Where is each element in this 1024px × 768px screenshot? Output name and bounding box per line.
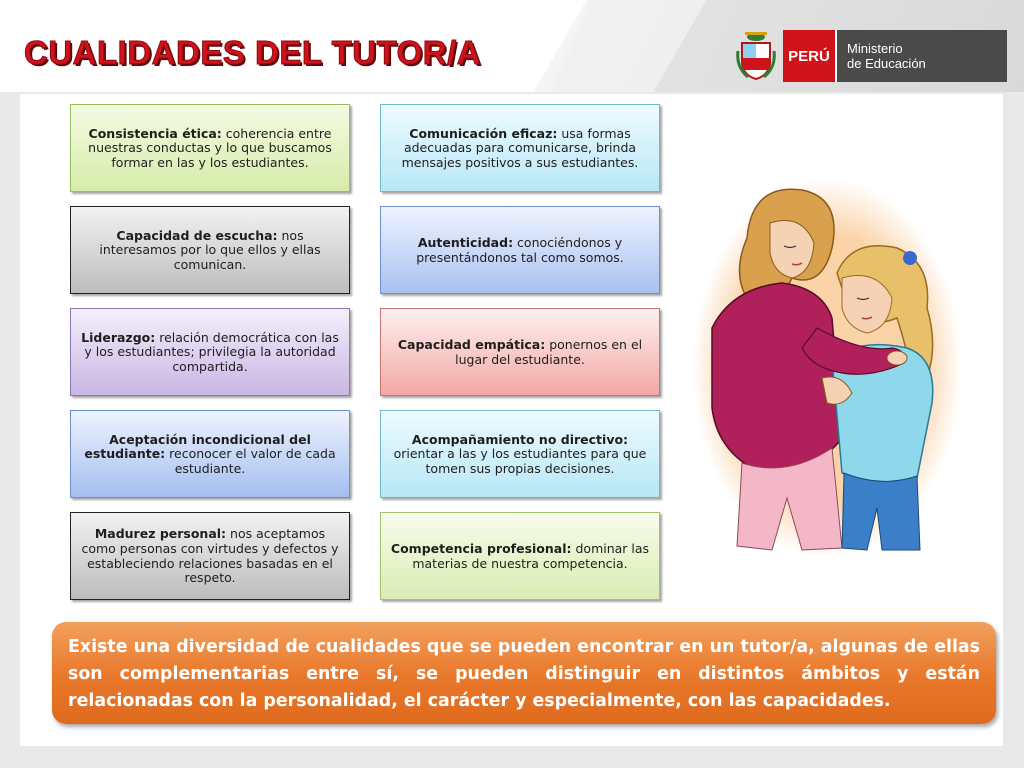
quality-heading: Madurez personal: — [94, 526, 227, 542]
quality-card-acompanamiento — [380, 410, 660, 498]
quality-heading: Capacidad de escucha: — [116, 227, 278, 243]
quality-text: dominar las materias de nuestra competencia. — [412, 540, 650, 571]
summary-callout: Existe una diversidad de cualidades que se pueden encontrar en un tutor/a, algunas de ellas son complementarias entre sí, se pueden distinguir en distintos ámbitos y están relacionadas con la personalidad, el carácter y especialmente, con las capacidades. — [52, 622, 996, 724]
quality-text: coherencia entre nuestras conductas y lo que buscamos formar en las y los estudiantes. — [88, 125, 332, 170]
ministry-line-2: de Educación — [847, 56, 926, 71]
quality-card-aceptacion — [70, 410, 350, 498]
quality-text: orientar a las y los estudiantes para que tomen sus propias decisiones. — [393, 446, 647, 476]
quality-card-empatica — [380, 308, 660, 396]
ministry-label — [835, 30, 1007, 82]
quality-card-liderazgo — [70, 308, 350, 396]
quality-card-madurez — [70, 512, 350, 600]
quality-heading: Comunicación eficaz: — [409, 125, 558, 141]
quality-card-escucha — [70, 206, 350, 294]
tutor-student-illustration — [692, 178, 962, 558]
quality-heading: Acompañamiento no directivo: — [411, 431, 629, 447]
quality-text: nos aceptamos como personas con virtudes y defectos y estableciendo relaciones basadas en el respeto. — [81, 526, 339, 586]
quality-text: conociéndonos y presentándonos tal como somos. — [416, 234, 624, 265]
quality-card-competencia — [380, 512, 660, 600]
quality-text: nos interesamos por lo que ellos y ellas comunican. — [99, 227, 321, 272]
quality-text: relación democrática con las y los estudiantes; privilegia la autoridad compartida. — [84, 329, 339, 374]
quality-heading: Autenticidad: — [417, 234, 514, 250]
quality-card-autenticidad — [380, 206, 660, 294]
quality-text: reconocer el valor de cada estudiante. — [165, 446, 336, 476]
quality-card-consistencia — [70, 104, 350, 192]
quality-text: ponernos en el lugar del estudiante. — [455, 336, 643, 367]
coat-of-arms-icon — [735, 30, 777, 82]
quality-text: usa formas adecuadas para comunicarse, brinda mensajes positivos a sus estudiantes. — [401, 125, 639, 170]
peru-label: PERÚ — [783, 30, 835, 82]
ministry-logo — [735, 30, 1007, 82]
quality-heading: Capacidad empática: — [397, 336, 546, 352]
quality-heading: Liderazgo: — [81, 329, 156, 345]
quality-card-comunicacion — [380, 104, 660, 192]
quality-heading: Consistencia ética: — [88, 125, 222, 141]
ministry-line-1: Ministerio — [847, 41, 903, 56]
quality-heading: Competencia profesional: — [390, 540, 572, 556]
page-title: CUALIDADES DEL TUTOR/A — [24, 34, 482, 71]
quality-heading: Aceptación incondicional del estudiante: — [84, 431, 311, 462]
